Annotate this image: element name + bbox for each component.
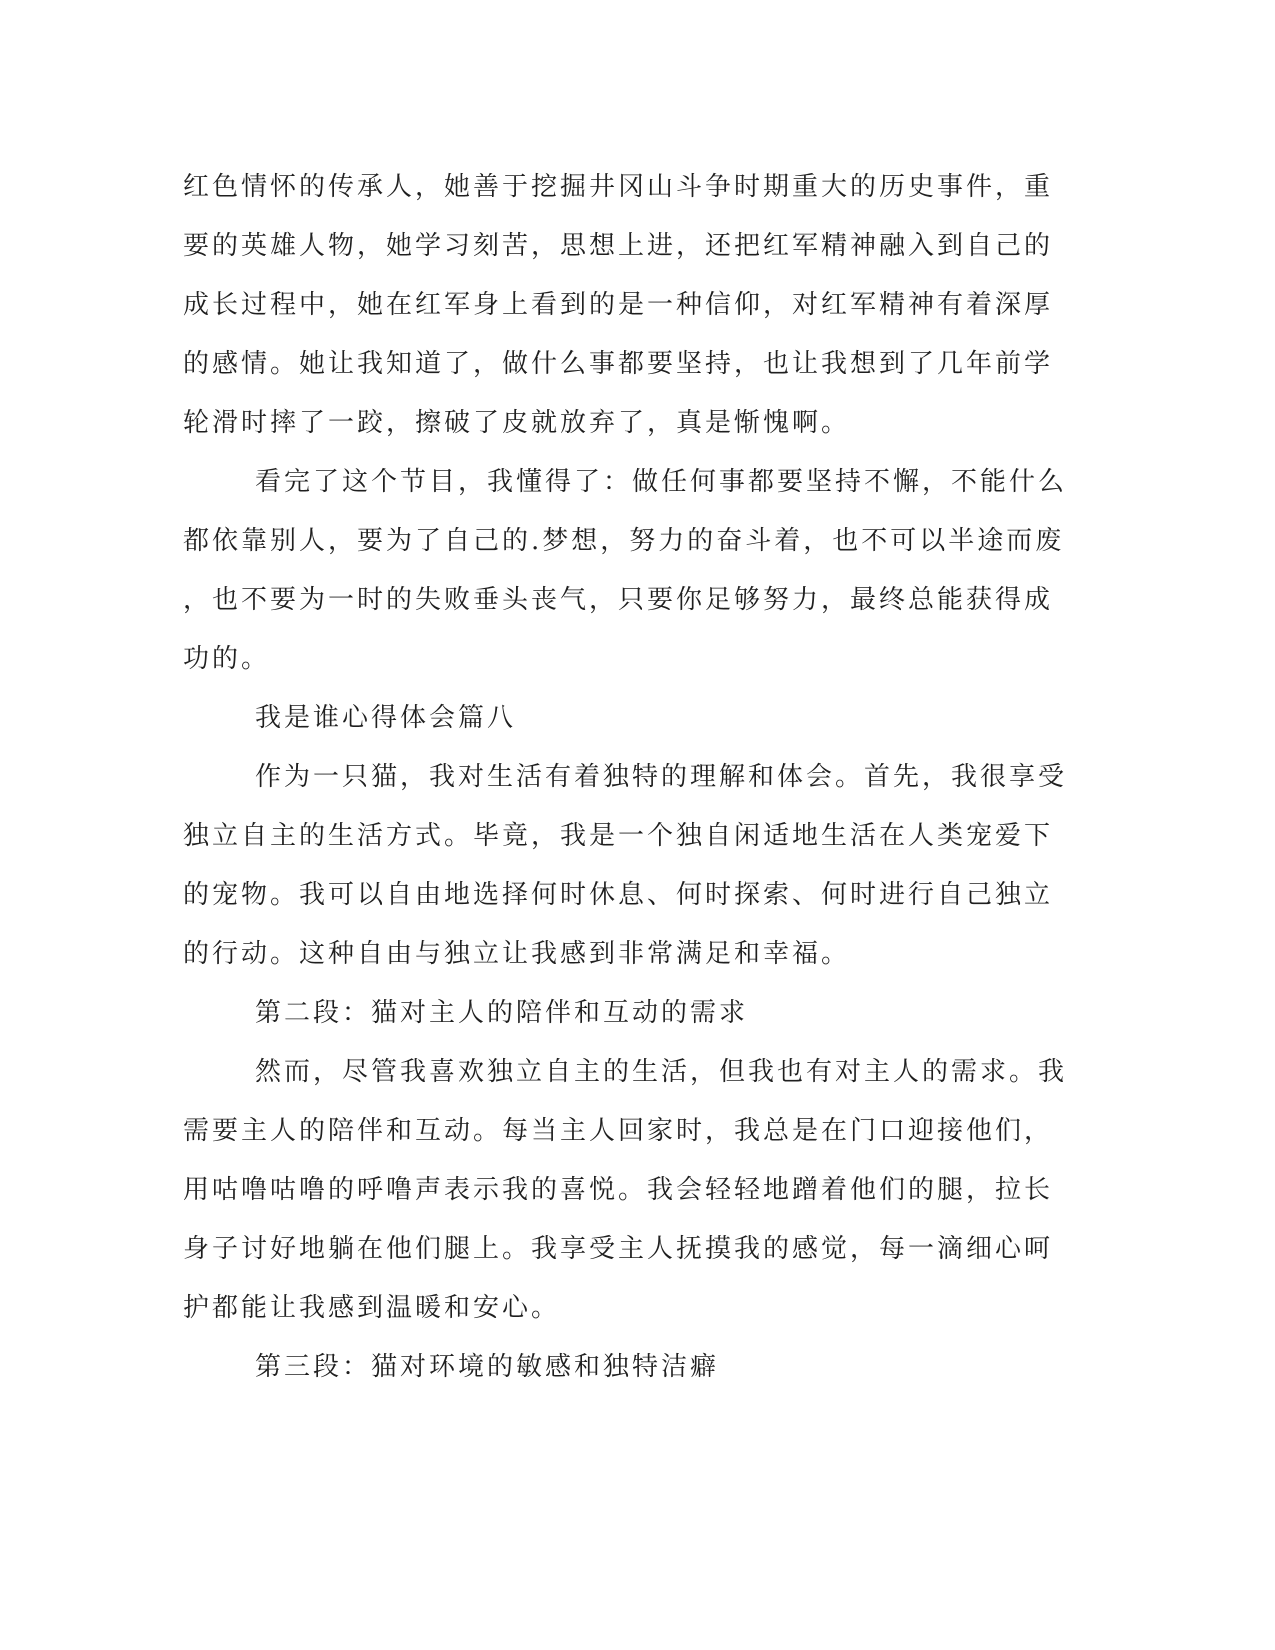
text-line: 轮滑时摔了一跤，擦破了皮就放弃了，真是惭愧啊。 bbox=[183, 408, 851, 438]
text-line: 要的英雄人物，她学习刻苦，思想上进，还把红军精神融入到自己的 bbox=[183, 231, 1054, 261]
text-line: 身子讨好地躺在他们腿上。我享受主人抚摸我的感觉，每一滴细心呵 bbox=[183, 1234, 1054, 1264]
text-line: 的行动。这种自由与独立让我感到非常满足和幸福。 bbox=[183, 939, 851, 969]
text-line: ，也不要为一时的失败垂头丧气，只要你足够努力，最终总能获得成 bbox=[183, 585, 1054, 615]
text-line: 的宠物。我可以自由地选择何时休息、何时探索、何时进行自己独立 bbox=[183, 880, 1054, 910]
text-line: 红色情怀的传承人，她善于挖掘井冈山斗争时期重大的历史事件，重 bbox=[183, 172, 1054, 202]
text-line: 护都能让我感到温暖和安心。 bbox=[183, 1293, 561, 1323]
text-line: 独立自主的生活方式。毕竟，我是一个独自闲适地生活在人类宠爱下 bbox=[183, 821, 1054, 851]
text-line: 看完了这个节目，我懂得了：做任何事都要坚持不懈，不能什么 bbox=[255, 467, 1068, 497]
document-body bbox=[183, 158, 1068, 1397]
text-line: 成长过程中，她在红军身上看到的是一种信仰，对红军精神有着深厚 bbox=[183, 290, 1054, 320]
text-line: 用咕噜咕噜的呼噜声表示我的喜悦。我会轻轻地蹭着他们的腿，拉长 bbox=[183, 1175, 1054, 1205]
section-heading: 第三段：猫对环境的敏感和独特洁癖 bbox=[255, 1352, 720, 1382]
text-line: 都依靠别人，要为了自己的.梦想，努力的奋斗着，也不可以半途而废 bbox=[183, 526, 1065, 556]
text-line: 作为一只猫，我对生活有着独特的理解和体会。首先，我很享受 bbox=[255, 762, 1068, 792]
text-line: 需要主人的陪伴和互动。每当主人回家时，我总是在门口迎接他们， bbox=[183, 1116, 1054, 1146]
text-line: 的感情。她让我知道了，做什么事都要坚持，也让我想到了几年前学 bbox=[183, 349, 1054, 379]
text-line: 然而，尽管我喜欢独立自主的生活，但我也有对主人的需求。我 bbox=[255, 1057, 1068, 1087]
section-heading: 第二段：猫对主人的陪伴和互动的需求 bbox=[255, 998, 749, 1028]
section-heading: 我是谁心得体会篇八 bbox=[255, 703, 517, 733]
text-line: 功的。 bbox=[183, 644, 271, 674]
